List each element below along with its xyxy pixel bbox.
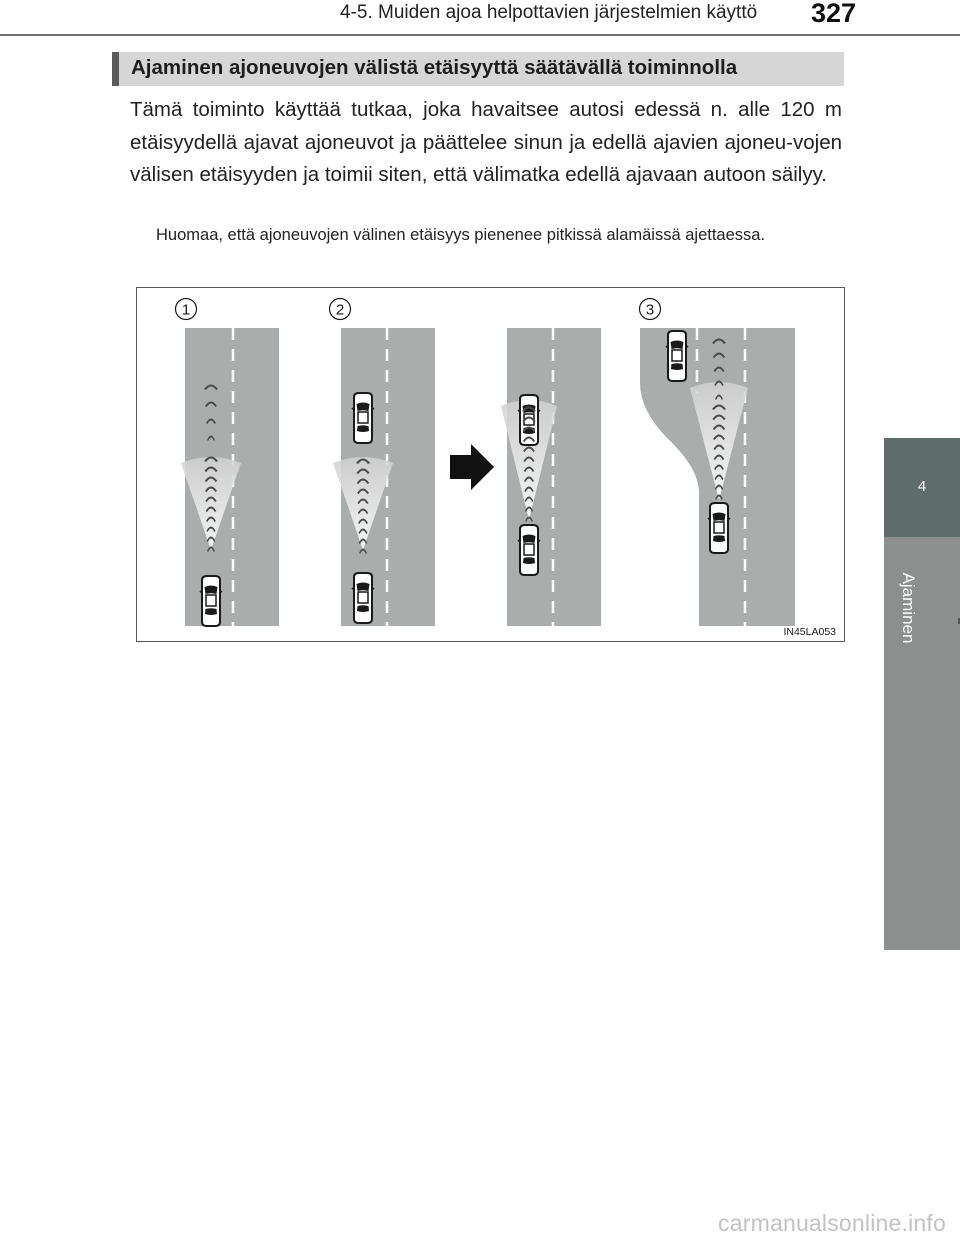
scene-number: 1 [181,301,191,319]
next-arrow [450,444,494,490]
section-heading [112,52,844,86]
chapter-number: 4 [917,478,927,495]
road-3 [501,328,601,626]
radar-illustration [136,287,845,642]
section-heading-text: Ajaminen ajoneuvojen välistä etäisyyttä säätävällä toiminnolla [131,56,738,79]
road-1 [181,328,279,626]
car-icon [708,503,730,553]
chapter-label [897,558,919,658]
car-icon [352,393,374,443]
header-rule [0,34,960,36]
body-paragraph: Tämä toiminto käyttää tutkaa, joka havaitsee autosi edessä n. alle 120 m etäisyydellä ajavat ajoneuvot ja päättelee sinun ja edellä ajavien ajoneu-vojen välisen etäisyyden ja toimii siten, että välimatka edellä ajavaan autoon säilyy. [130,98,842,186]
page-number: 327 [810,0,856,28]
car-icon [518,525,540,575]
scene-number: 2 [335,301,345,319]
scene-number: 3 [645,301,655,319]
car-icon [200,576,222,626]
road-2 [333,328,435,626]
car-icon [352,573,374,623]
car-icon [666,331,688,381]
note-paragraph: Huomaa, että ajoneuvojen välinen etäisyys pienenee pitkissä alamäissä ajettaessa. [156,226,766,244]
chapter-label-text: Ajaminen [899,572,918,644]
running-head: 4-5. Muiden ajoa helpottavien järjestelmien käyttö [340,2,758,23]
figure-code: IN45LA053 [783,626,836,638]
section-heading-bar [112,52,119,86]
watermark: carmanualsonline.info [718,1210,946,1236]
